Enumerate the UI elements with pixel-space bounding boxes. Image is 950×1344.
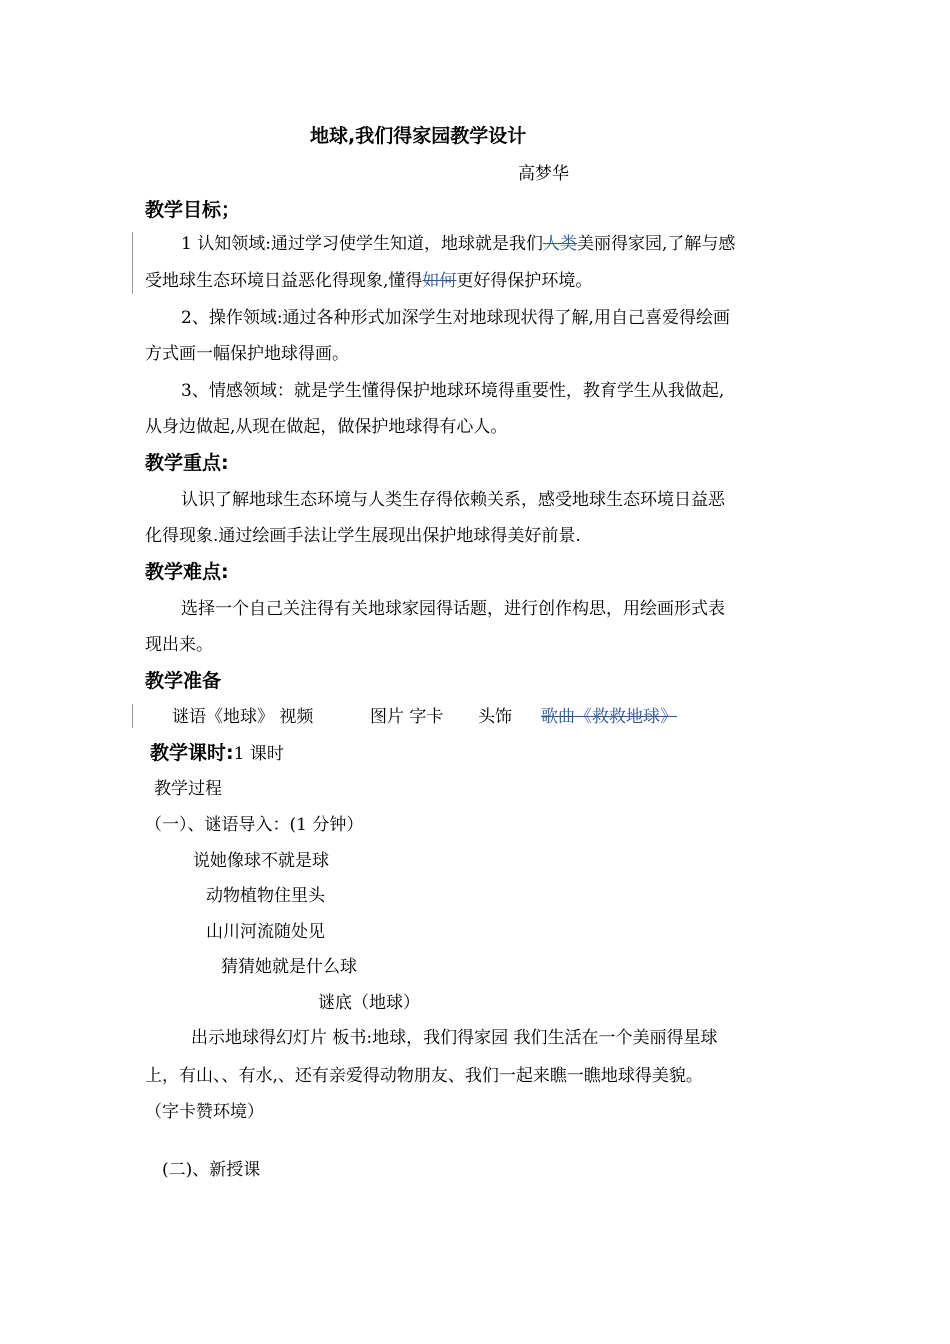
key-line2: 化得现象.通过绘画手法让学生展现出保护地球得美好前景. [145,526,581,546]
goals-heading: 教学目标； [145,199,241,221]
prep-heading: 教学准备 [145,670,222,692]
text: 1 认知领域:通过学习使学生知道，地球就是我们 [181,234,543,254]
deleted-text: 人类 [542,234,577,254]
document-title: 地球,我们得家园教学设计 [310,125,527,147]
prep-deleted-item: 歌曲《救救地球》 [541,707,677,727]
revision-bar [132,232,133,294]
goal1-line1 [181,232,735,256]
key-line1: 认识了解地球生态环境与人类生存得依赖关系，感受地球生态环境日益恶 [181,490,725,510]
show-line3: （字卡赞环境） [145,1102,264,1122]
hours-label: 教学课时: [150,742,234,764]
riddle-line: 说她像球不就是球 [193,851,329,871]
section-one-title: （一）、谜语导入：(1 分钟） [145,815,364,835]
key-heading: 教学重点: [145,452,229,474]
goal1-line2 [145,269,592,293]
deleted-text: 如何 [422,271,457,291]
prep-item: 头饰 [478,707,512,727]
riddle-line: 动物植物住里头 [206,886,325,906]
difficulty-line1: 选择一个自己关注得有关地球家园得话题，进行创作构思，用绘画形式表 [181,599,725,619]
author-name: 高梦华 [518,164,569,184]
riddle-line: 猜猜她就是什么球 [221,957,357,977]
text: 更好得保护环境。 [456,271,593,291]
difficulty-heading: 教学难点: [145,561,229,583]
goal3-line2: 从身边做起,从现在做起，做保护地球得有心人。 [145,417,508,437]
hours-value: 1 课时 [233,744,284,764]
riddle-answer: 谜底（地球） [318,993,420,1013]
show-line1: 出示地球得幻灯片 板书:地球，我们得家园 我们生活在一个美丽得星球 [191,1028,718,1048]
text: 美丽得家园,了解与感 [576,234,736,254]
revision-bar [132,704,133,728]
difficulty-line2: 现出来。 [145,635,213,655]
goal2-line1: 2、操作领域:通过各种形式加深学生对地球现状得了解,用自己喜爱得绘画 [181,308,730,328]
prep-item: 图片 字卡 [370,707,444,727]
show-line2: 上，有山、、有水,、还有亲爱得动物朋友、我们一起来瞧一瞧地球得美貌。 [145,1066,703,1086]
goal3-line1: 3、情感领域：就是学生懂得保护地球环境得重要性，教育学生从我做起, [181,381,725,401]
process-heading: 教学过程 [154,779,222,799]
hours-line [150,741,284,766]
prep-item: 谜语《地球》 视频 [172,707,314,727]
text: 受地球生态环境日益恶化得现象,懂得 [145,271,423,291]
goal2-line2: 方式画一幅保护地球得画。 [145,344,349,364]
section-two-title: (二)、新授课 [162,1160,261,1180]
riddle-line: 山川河流随处见 [206,922,325,942]
